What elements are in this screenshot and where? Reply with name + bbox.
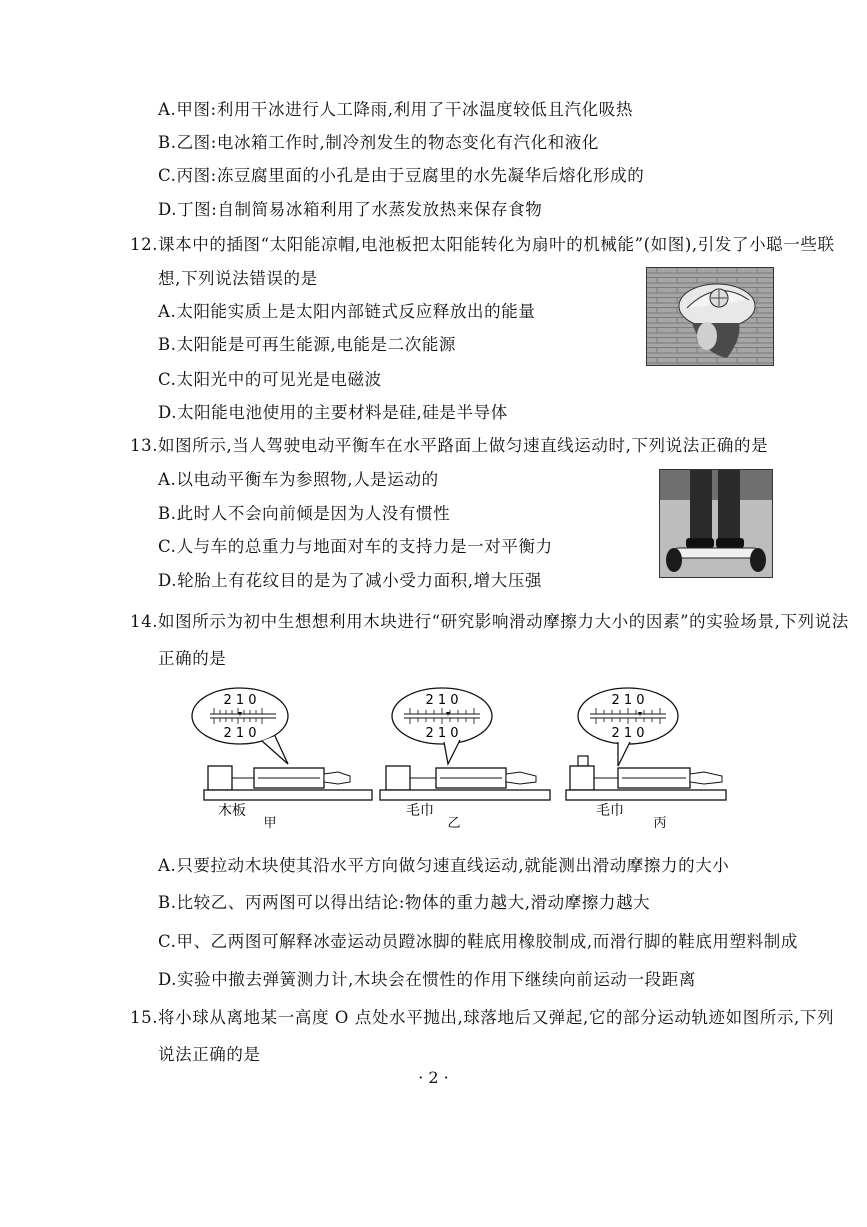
q14-option-a: A.只要拉动木块使其沿水平方向做匀速直线运动,就能测出滑动摩擦力的大小	[158, 856, 730, 875]
page-number: · 2 ·	[418, 1068, 449, 1087]
q13-option-b: B.此时人不会向前倾是因为人没有惯性	[158, 504, 451, 523]
q12-option-a: A.太阳能实质上是太阳内部链式反应释放出的能量	[158, 302, 536, 321]
panel-yi-label: 乙	[447, 816, 461, 831]
q11-option-a: A.甲图:利用干冰进行人工降雨,利用了干冰温度较低且汽化吸热	[158, 100, 633, 119]
q14-option-d: D.实验中撤去弹簧测力计,木块会在惯性的作用下继续向前运动一段距离	[158, 970, 696, 989]
surface-bing-label: 毛巾	[596, 803, 624, 819]
scale-top-label: 2 1 0	[611, 693, 645, 708]
panel-jia	[192, 688, 372, 831]
panel-jia-label: 甲	[263, 816, 277, 831]
balance-scooter-photo	[659, 469, 773, 578]
q12-option-d: D.太阳能电池使用的主要材料是硅,硅是半导体	[158, 403, 508, 422]
solar-cap-photo	[646, 267, 774, 366]
panel-bing-label: 丙	[653, 816, 667, 831]
q12-option-c: C.太阳光中的可见光是电磁波	[158, 370, 382, 389]
scale-bottom-label: 2 1 0	[425, 726, 459, 741]
q15-stem-line1: 15.将小球从离地某一高度 O 点处水平抛出,球落地后又弹起,它的部分运动轨迹如图所示,下列	[130, 1008, 835, 1027]
q11-option-c: C.丙图:冻豆腐里面的小孔是由于豆腐里的水先凝华后熔化形成的	[158, 166, 645, 185]
q13-option-c: C.人与车的总重力与地面对车的支持力是一对平衡力	[158, 537, 553, 556]
q14-option-c: C.甲、乙两图可解释冰壶运动员蹬冰脚的鞋底用橡胶制成,而滑行脚的鞋底用塑料制成	[158, 932, 798, 951]
q13-option-a: A.以电动平衡车为参照物,人是运动的	[158, 470, 439, 489]
q13-stem: 13.如图所示,当人驾驶电动平衡车在水平路面上做匀速直线运动时,下列说法正确的是	[130, 436, 769, 455]
q11-option-b: B.乙图:电冰箱工作时,制冷剂发生的物态变化有汽化和液化	[158, 133, 599, 152]
q12-option-b: B.太阳能是可再生能源,电能是二次能源	[158, 335, 457, 354]
scale-top-label: 2 1 0	[223, 693, 257, 708]
q11-option-d: D.丁图:自制简易冰箱利用了水蒸发放热来保存食物	[158, 200, 543, 219]
q13-option-d: D.轮胎上有花纹目的是为了减小受力面积,增大压强	[158, 571, 543, 590]
panel-yi	[380, 688, 550, 831]
scale-top-label: 2 1 0	[425, 693, 459, 708]
surface-yi-label: 毛巾	[406, 803, 434, 819]
q15-stem-line2: 说法正确的是	[158, 1045, 261, 1064]
surface-jia-label: 木板	[218, 803, 246, 819]
q14-stem-line1: 14.如图所示为初中生想想利用木块进行“研究影响滑动摩擦力大小的因素”的实验场景,下列说法	[130, 612, 849, 631]
q12-stem-line2: 想,下列说法错误的是	[158, 269, 318, 288]
friction-experiment-figure	[190, 684, 730, 832]
panel-bing	[566, 688, 726, 831]
scale-bottom-label: 2 1 0	[223, 726, 257, 741]
q12-stem-line1: 12.课本中的插图“太阳能凉帽,电池板把太阳能转化为扇叶的机械能”(如图),引发了小聪一些联	[130, 235, 835, 254]
q14-option-b: B.比较乙、丙两图可以得出结论:物体的重力越大,滑动摩擦力越大	[158, 893, 651, 912]
q14-stem-line2: 正确的是	[158, 649, 227, 668]
scale-bottom-label: 2 1 0	[611, 726, 645, 741]
